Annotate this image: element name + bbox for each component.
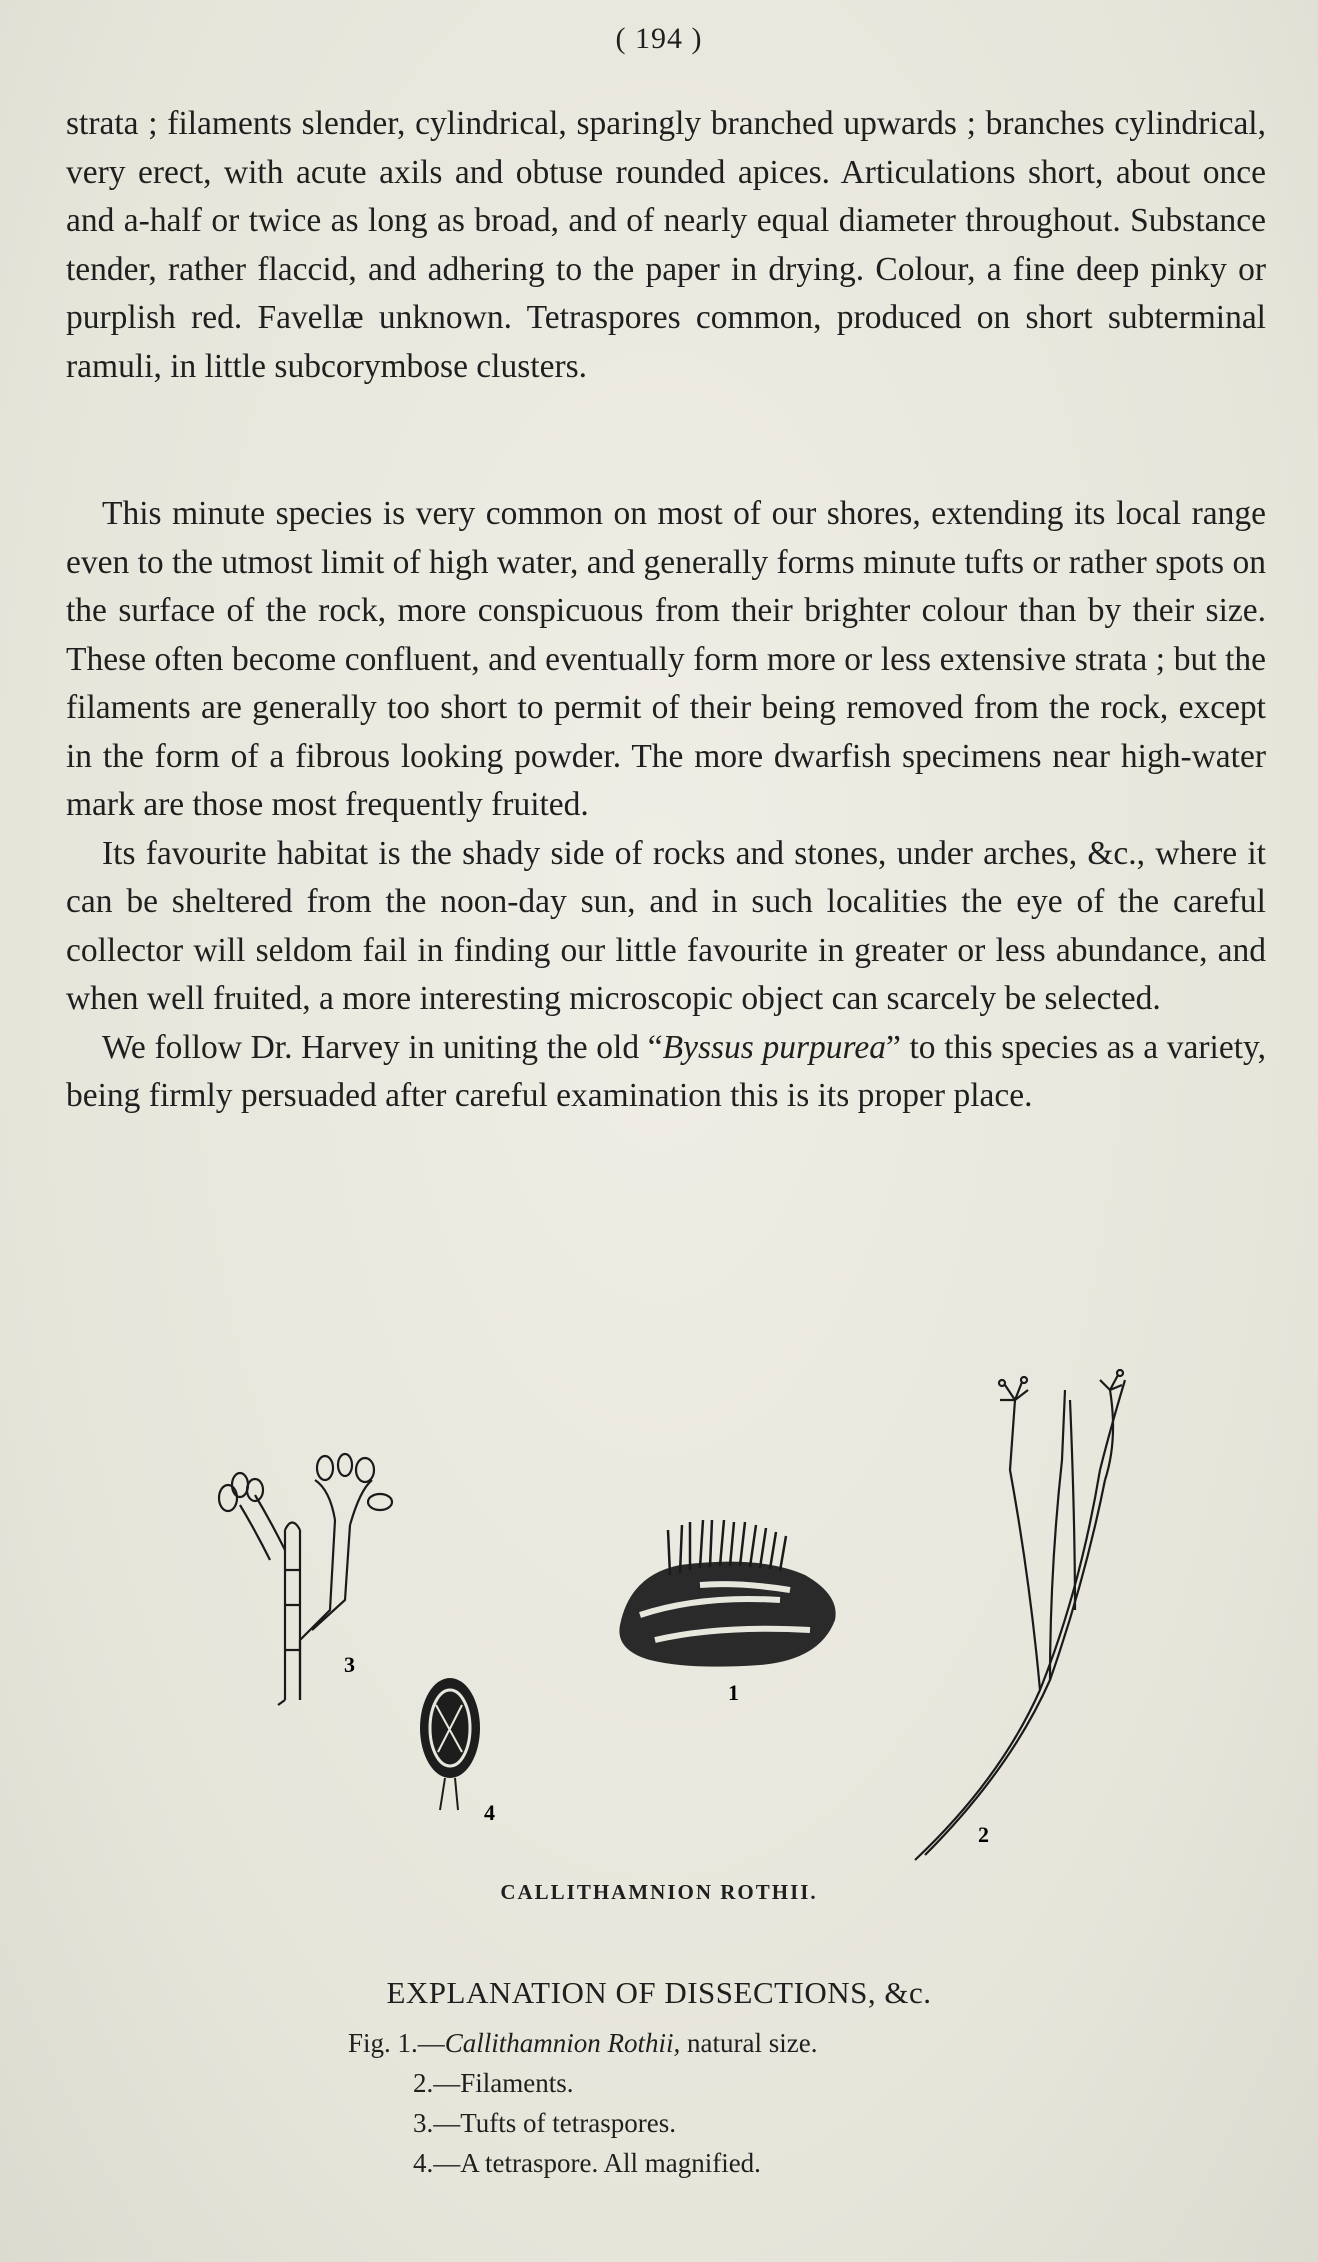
body-text-continued [66, 490, 1266, 1121]
paragraph-4-text: We follow Dr. Harvey in uniting the old “ [102, 1028, 663, 1066]
paragraph-4-italic: Byssus purpurea [662, 1028, 886, 1066]
explanation-list [348, 2023, 1048, 2183]
body-text [66, 100, 1266, 391]
explanation-row-1 [348, 2023, 1048, 2063]
page-number: ( 194 ) [615, 22, 703, 55]
paragraph-4 [66, 1024, 1266, 1121]
figure-1-drawing [619, 1520, 835, 1667]
paragraph-3: Its favourite habitat is the shady side of rocks and stones, under arches, &c., where it can be sheltered from the noon-day sun, and in such localities the eye of the careful collector will seldom fail in finding our little favourite in greater or less abundance, and when well fruited, a more interesting microscopic object can scarcely be selected. [66, 834, 1266, 1017]
explanation-row-3: 3.—Tufts of tetraspores. [413, 2108, 676, 2138]
explanation-title: EXPLANATION OF DISSECTIONS, &c. [386, 1975, 932, 2010]
figure-2-drawing [915, 1370, 1125, 1860]
paragraph-2: This minute species is very common on most of our shores, extending its local range even to the utmost limit of high water, and generally forms minute tufts or rather spots on the surface of the rock, more conspicuous from their brighter colour than by their size. These often become confluent, and eventually form more or less extensive strata ; but the filaments are generally too short to permit of their being removed from the rock, except in the form of a fibrous looking powder. The more dwarfish specimens near high-water mark are those most frequently fruited. [66, 495, 1266, 823]
explanation-row-4: 4.—A tetraspore. All magnified. [413, 2148, 761, 2178]
botanical-illustration [0, 1360, 1318, 1880]
figure-label-2: 2 [978, 1822, 989, 1847]
figure-4-drawing [420, 1678, 480, 1810]
figure-label-1: 1 [728, 1680, 739, 1705]
figure-3-drawing [219, 1454, 392, 1705]
explanation-row-2: 2.—Filaments. [413, 2068, 574, 2098]
explanation-row-1-italic: Callithamnion Rothii, [444, 2028, 681, 2058]
figure-caption: CALLITHAMNION ROTHII. [500, 1880, 818, 1904]
illustration-svg [0, 1360, 1318, 1880]
figure-label-3: 3 [344, 1652, 355, 1677]
paragraph-4-text-end: ” to this species as a variety, being firmly persuaded after careful examination this is its proper place. [66, 1028, 1266, 1114]
paragraph-1: strata ; filaments slender, cylindrical, sparingly branched upwards ; branches cylindrical, very erect, with acute axils and obtuse rounded apices. Articulations short, about once and a-half or twice as long as broad, and of nearly equal diameter throughout. Substance tender, rather flaccid, and adhering to the paper in drying. Colour, a fine deep pinky or purplish red. Favellæ unknown. Tetraspores common, produced on short subterminal ramuli, in little subcorymbose clusters. [66, 105, 1266, 385]
figure-label-4: 4 [484, 1800, 495, 1825]
explanation-row-1-suffix: natural size. [680, 2028, 818, 2058]
explanation-row-1-prefix: Fig. 1.— [348, 2028, 445, 2058]
